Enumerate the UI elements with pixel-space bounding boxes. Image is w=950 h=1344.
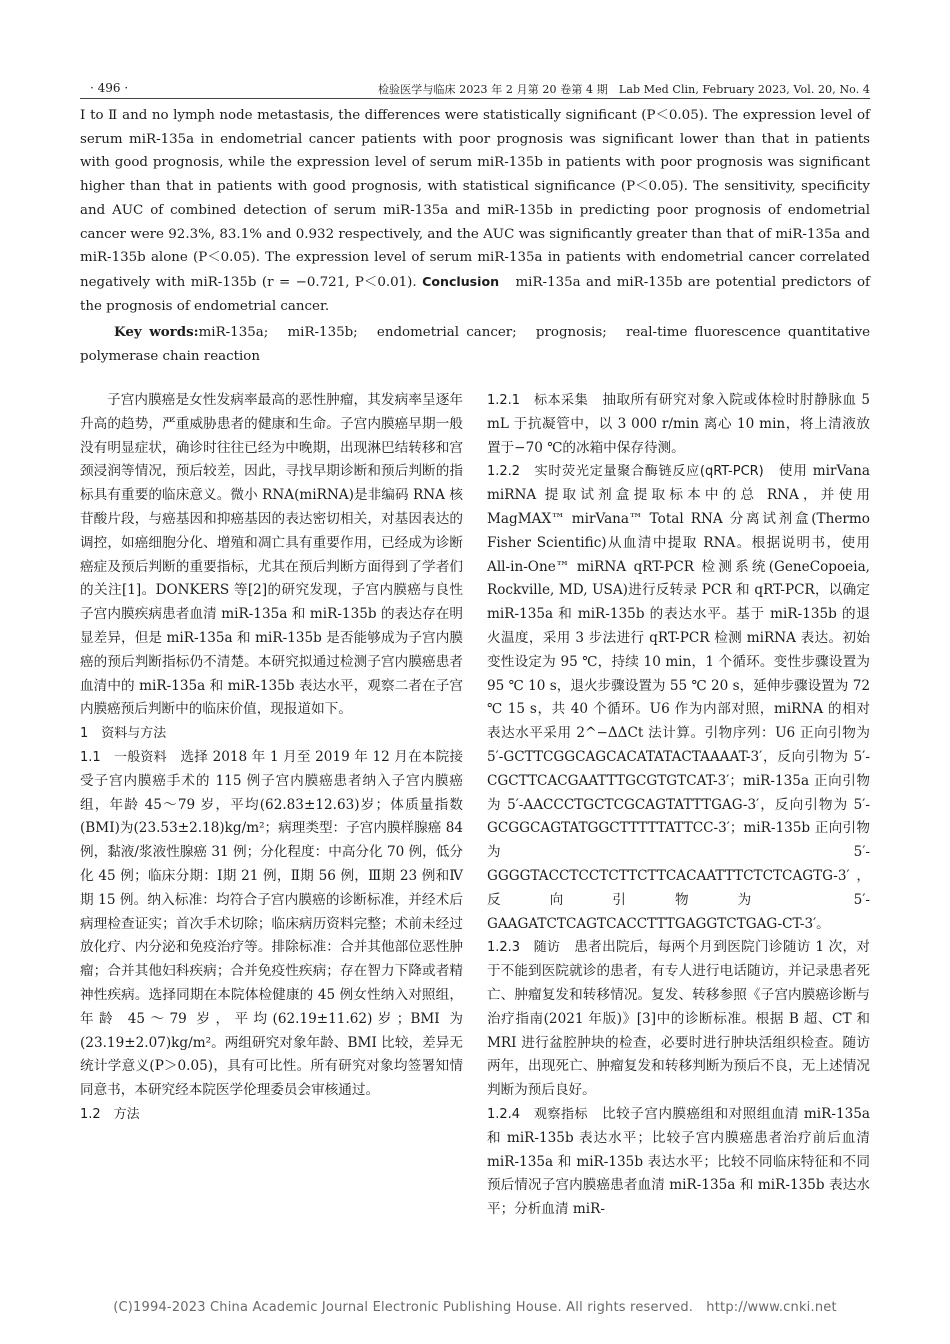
page-number: · 496 ·	[90, 81, 129, 95]
left-column	[80, 389, 463, 1127]
text-1-2-1: 抽取所有研究对象入院或体检时肘静脉血 5 mL 于抗凝管中，以 3 000 r/min 离心 10 min，将上清液放置于−70 ℃的冰箱中保存待测。	[487, 392, 871, 456]
abstract-paragraph	[80, 104, 870, 318]
intro-paragraph: 子宫内膜癌是女性发病率最高的恶性肿瘤，其发病率呈逐年升高的趋势，严重威胁患者的健康和生命。子宫内膜癌早期一般没有明显症状，确诊时往往已经为中晚期，出现淋巴结转移和宫颈浸润等情况，预后较差，因此，寻找早期诊断和预后判断的指标具有重要的临床意义。微小 RNA(miRNA)是非编码 RNA 核苷酸片段，与癌基因和抑癌基因的表达密切相关，对基因表达的调控，如癌细胞分化、增殖和凋亡具有重要作用，已经成为诊断癌症及预后判断的重要指标，尤其在预后判断方面得到了学者们的关注[1]。DONKERS 等[2]的研究发现，子宫内膜癌与良性子宫内膜疾病患者血清 miR-135a 和 miR-135b 的表达存在明显差异，但是 miR-135a 和 miR-135b 是否能够成为子宫内膜癌的预后判断指标仍不清楚。本研究拟通过检测子宫内膜癌患者血清中的 miR-135a 和 miR-135b 表达水平，观察二者在子宫内膜癌预后判断中的临床价值，现报道如下。	[80, 392, 463, 718]
keywords-block	[80, 321, 870, 368]
subheading-1-2-3: 1.2.3 随访	[487, 940, 561, 956]
right-column	[487, 389, 870, 1222]
subheading-1-2-1: 1.2.1 标本采集	[487, 393, 589, 408]
subheading-1-2-4: 1.2.4 观察指标	[487, 1106, 588, 1122]
header-rule	[80, 98, 870, 99]
abstract-english	[80, 104, 870, 318]
paragraph-1-2-4	[487, 1103, 870, 1222]
keywords-label: Key words:	[114, 324, 199, 340]
text-1-2-2: 使用 mirVana miRNA 提取试剂盒提取标本中的总 RNA，并使用 MagMAX™ mirVana™ Total RNA 分离试剂盒(Thermo Fisher Scientific)从血清中提取 RNA。根据说明书，使用 All-in-One™ miRNA qRT-PCR 检测系统(GeneCopoeia, Rockville, MD, USA)进行反转录 PCR 和 qRT-PCR，以确定 miR-135a 和 miR-135b 的表达水平。基于 miR-135b 的退火温度，采用 3 步法进行 qRT-PCR 检测 miRNA 表达。初始变性设定为 95 ℃，持续 10 min，1 个循环。变性步骤设置为 95 ℃ 10 s，退火步骤设置为 55 ℃ 20 s，延伸步骤设置为 72 ℃ 15 s，共 40 个循环。U6 作为内部对照，miRNA 的相对表达水平采用 2^−ΔΔCt 法计算。引物序列：U6 正向引物为 5′-GCTTCGGCAGCACATATACTAAAAT-3′，反向引物为 5′-CGCTTCACGAATTTGCGTGTCAT-3′；miR-135a 正向引物为 5′-AACCCTGCTCGCAGTATTTGAG-3′，反向引物为 5′-GCGGCAGTATGGCTTTTTATTCC-3′；miR-135b 正向引物为 5′-GGGGTACCTCCTCTTCTTCACAATTTCTCTCAGTG-3′，反向引物为 5′-GAAGATCTCAGTCACCTTTGAGGTCTGAG-CT-3′。	[487, 463, 870, 932]
paragraph-1-2-3	[487, 936, 870, 1103]
section-heading-methods: 1 资料与方法	[80, 726, 167, 742]
abstract-text: Ⅰ to Ⅱ and no lymph node metastasis, the differences were statistically significant (P＜0.05). The expression level of serum miR-135a in endometrial cancer patients with poor prognosis was significant lower than that in patients with good prognosis, while the expression level of serum miR-135b in patients with poor prognosis was significant higher than that in patients with good prognosis, with statistical significance (P＜0.05). The sensitivity, specificity and AUC of combined detection of serum miR-135a and miR-135b in predicting poor prognosis of endometrial cancer were 92.3%, 83.1% and 0.932 respectively, and the AUC was significantly greater than that of miR-135a and miR-135b alone (P＜0.05). The expression level of serum miR-135a in patients with endometrial cancer correlated negatively with miR-135b (r = −0.721, P＜0.01).	[80, 108, 870, 290]
copyright-footer: (C)1994-2023 China Academic Journal Electronic Publishing House. All rights reserved. http://www.cnki.net	[113, 1300, 837, 1315]
text-1-1: 选择 2018 年 1 月至 2019 年 12 月在本院接受子宫内膜癌手术的 115 例子宫内膜癌患者纳入子宫内膜癌组，年龄 45～79 岁，平均(62.83±12.63)岁；体质量指数(BMI)为(23.53±2.18)kg/m²；病理类型：子宫内膜样腺癌 84 例，黏液/浆液性腺癌 31 例；分化程度：中高分化 70 例，低分化 45 例；临床分期：Ⅰ期 21 例，Ⅱ期 56 例，Ⅲ期 23 例和Ⅳ期 15 例。纳入标准：均符合子宫内膜癌的诊断标准，并经术后病理检查证实；首次手术切除；临床病历资料完整；术前未经过放化疗、内分泌和免疫治疗等。排除标准：合并其他部位恶性肿瘤；合并其他妇科疾病；合并免疫性疾病；存在智力下降或者精神性疾病。选择同期在本院体检健康的 45 例女性纳入对照组，年龄 45～79 岁，平均(62.19±11.62)岁；BMI 为(23.19±2.07)kg/m²。两组研究对象年龄、BMI 比较，差异无统计学意义(P＞0.05)，具有可比性。所有研究对象均签署知情同意书，本研究经本院医学伦理委员会审核通过。	[80, 748, 463, 1099]
conclusion-label: Conclusion	[422, 273, 500, 289]
conclusion-text: miR-135a and miR-135b are potential predictors of the prognosis of endometrial cancer.	[80, 274, 870, 314]
subheading-1-1: 1.1 一般资料	[80, 749, 167, 765]
text-1-2-4: 比较子宫内膜癌组和对照组血清 miR-135a 和 miR-135b 表达水平；比较子宫内膜癌患者治疗前后血清 miR-135a 和 miR-135b 表达水平；比较不同临床特征和不同预后情况子宫内膜癌患者血清 miR-135a 和 miR-135b 表达水平；分析血清 miR-	[487, 1105, 871, 1218]
journal-header: 检验医学与临床 2023 年 2 月第 20 卷第 4 期 Lab Med Clin, February 2023, Vol. 20, No. 4	[377, 83, 870, 96]
keywords-text: miR-135a; miR-135b; endometrial cancer; prognosis; real-time fluorescence quantitative polymerase chain reaction	[80, 325, 870, 364]
paragraph-1-2-2	[487, 460, 870, 936]
subheading-1-2: 1.2 方法	[80, 1106, 140, 1122]
paragraph-1-2-1	[487, 389, 870, 460]
paragraph-1-1	[80, 746, 463, 1103]
text-1-2-3: 患者出院后，每两个月到医院门诊随访 1 次，对于不能到医院就诊的患者，有专人进行电话随访，并记录患者死亡、肿瘤复发和转移情况。复发、转移参照《子宫内膜癌诊断与治疗指南(2021 年版)》[3]中的诊断标准。根据 B 超、CT 和 MRI 进行盆腔肿块的检查，必要时进行肿块活组织检查。随访两年，出现死亡、肿瘤复发和转移判断为预后不良，无上述情况判断为预后良好。	[487, 939, 871, 1099]
subheading-1-2-2: 1.2.2 实时荧光定量聚合酶链反应(qRT-PCR)	[487, 464, 764, 480]
